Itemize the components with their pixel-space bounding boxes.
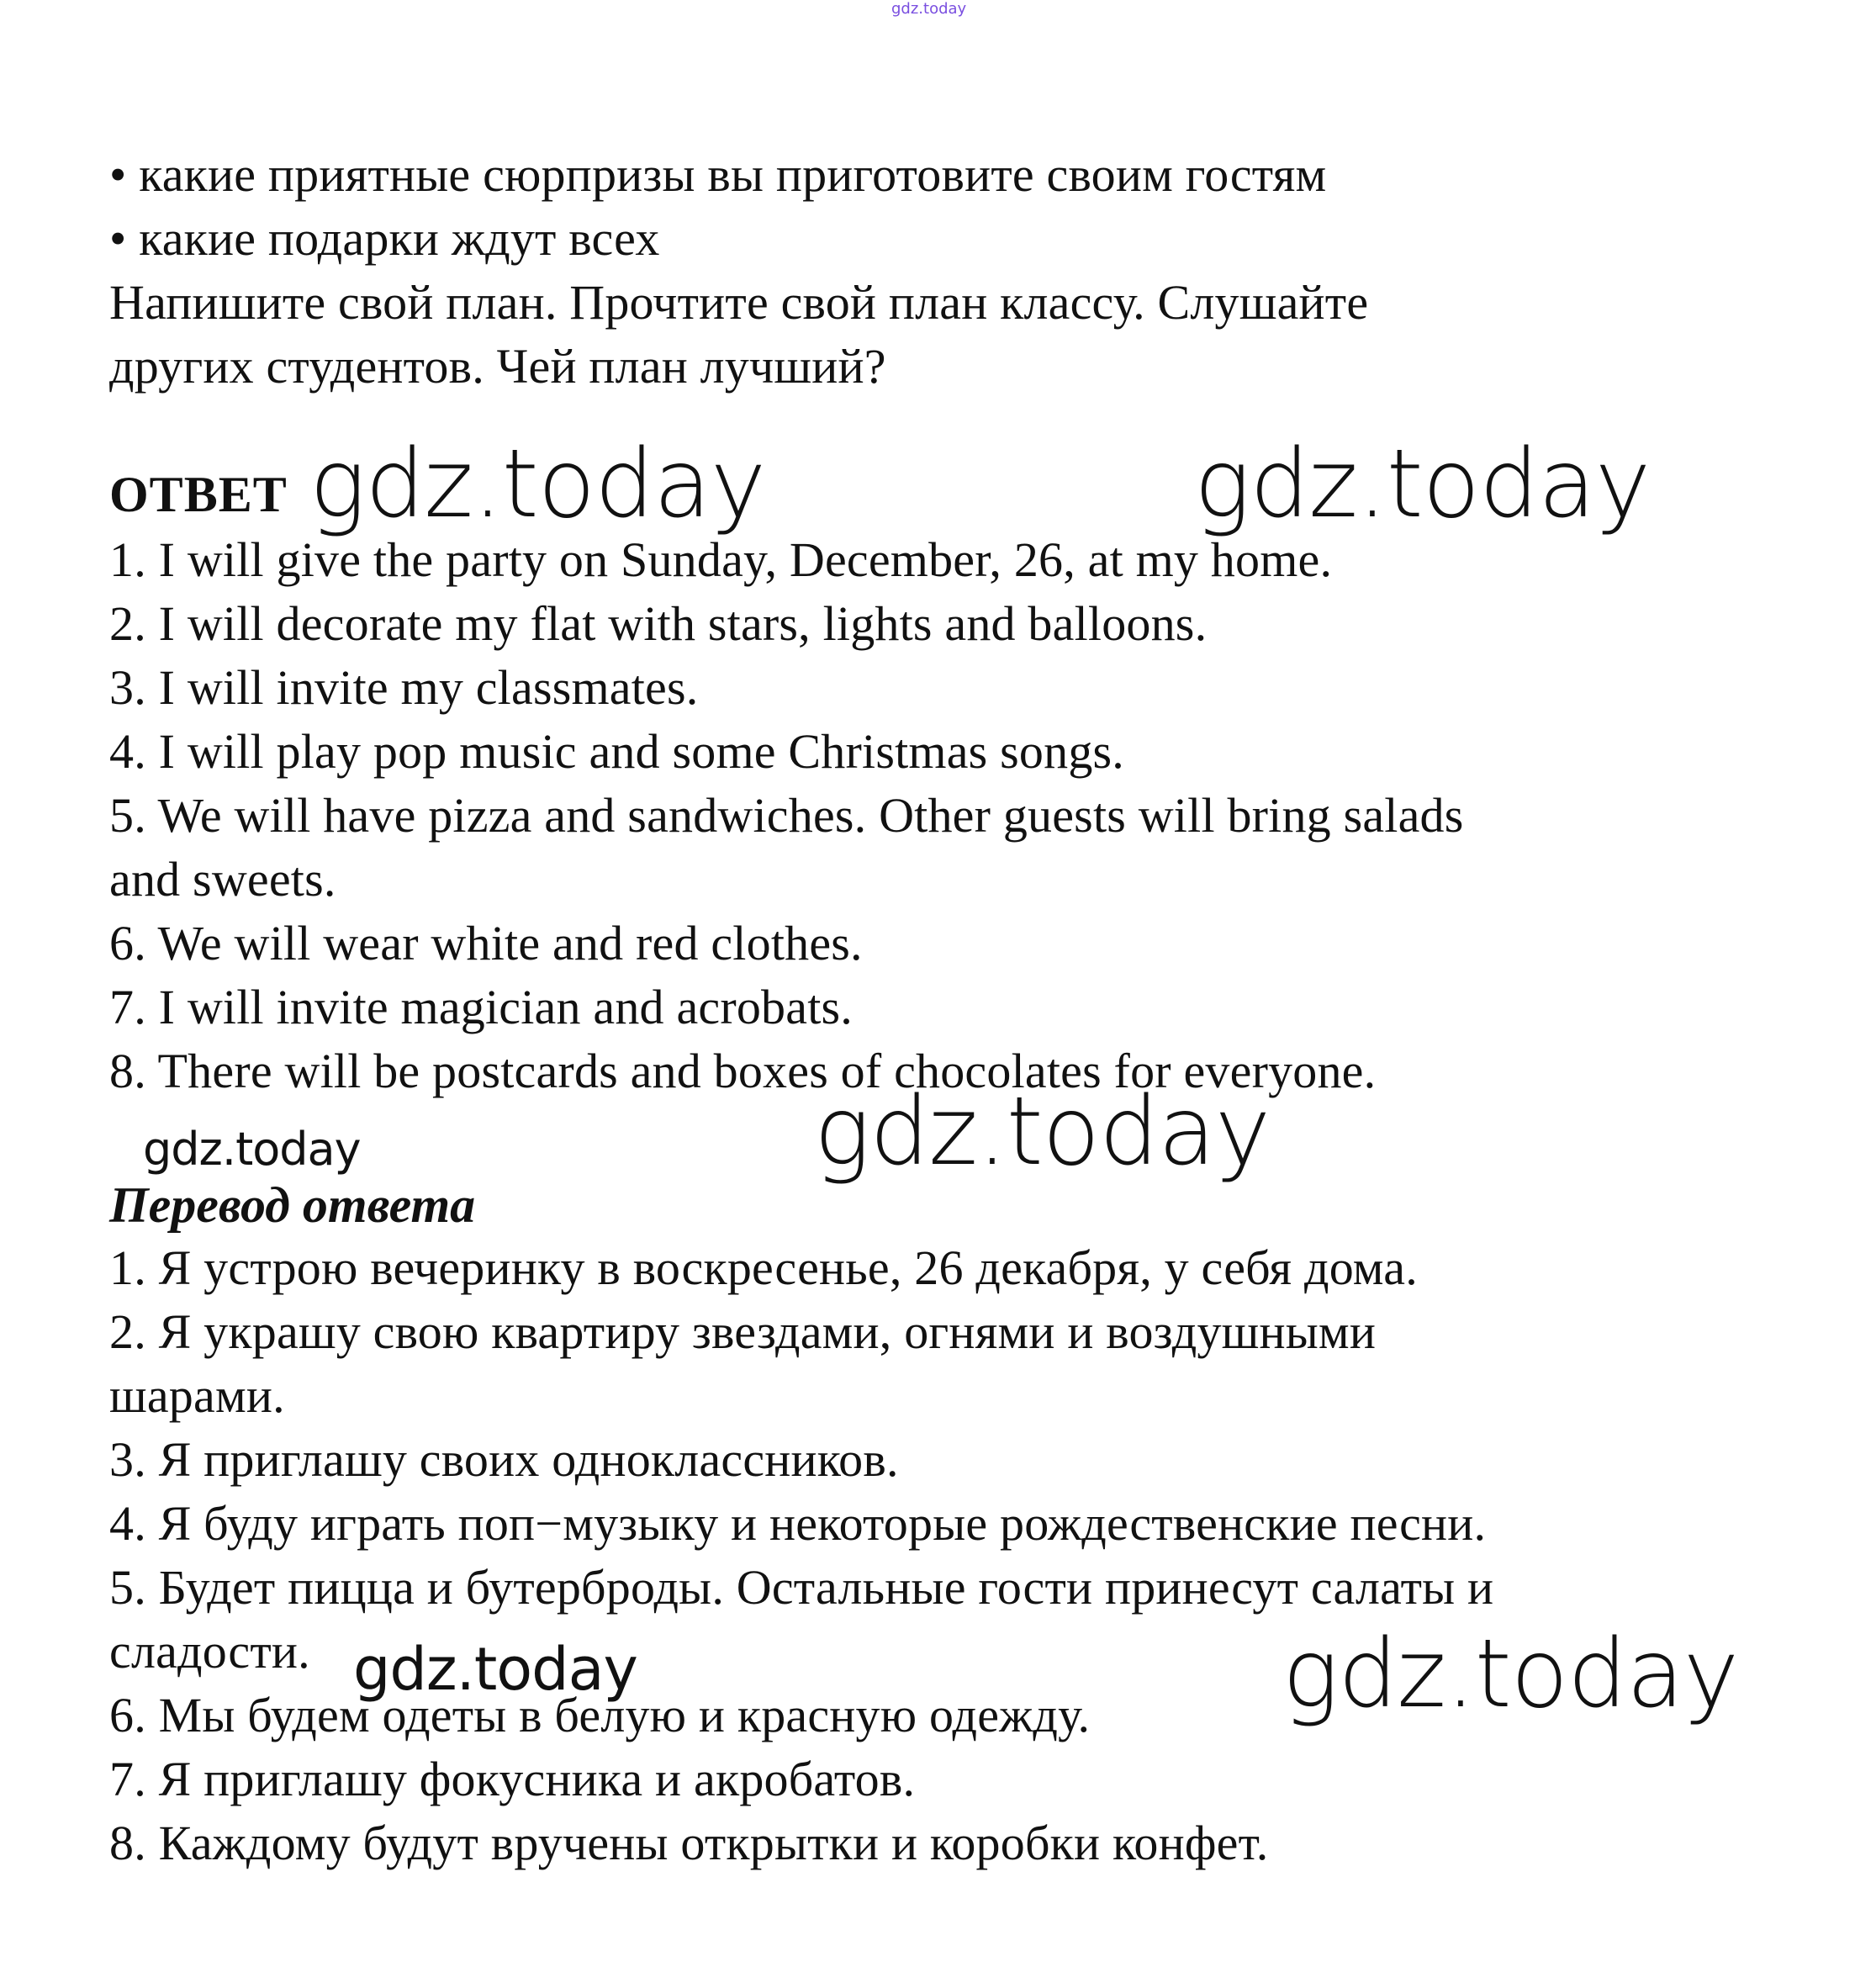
answer-line-8: 8. There will be postcards and boxes of chocolates for everyone. (109, 1044, 1377, 1098)
translation-line-2-cont: шарами. (109, 1368, 285, 1423)
answer-line-5: 5. We will have pizza and sandwiches. Other guests will bring salads (109, 788, 1464, 843)
answer-line-4: 4. I will play pop music and some Christmas songs. (109, 724, 1124, 779)
answer-heading: ОТВЕТ (109, 467, 288, 522)
translation-line-5-cont: сладости. (109, 1624, 310, 1679)
translation-line-5: 5. Будет пицца и бутерброды. Остальные гости принесут салаты и (109, 1560, 1494, 1615)
watermark-answer-left: gdz.today (309, 430, 766, 539)
translation-line-4: 4. Я буду играть поп−музыку и некоторые рождественские песни. (109, 1496, 1487, 1551)
task-instruction-1: Напишите свой план. Прочтите свой план классу. Слушайте (109, 275, 1369, 330)
watermark-lower-large: gdz.today (1282, 1620, 1739, 1729)
answer-line-3: 3. I will invite my classmates. (109, 660, 699, 715)
translation-heading: Перевод ответа (109, 1177, 476, 1233)
answer-line-6: 6. We will wear white and red clothes. (109, 916, 863, 970)
watermark-answer-right: gdz.today (1194, 430, 1651, 539)
watermark-top: gdz.today (891, 0, 967, 18)
translation-line-6: 6. Мы будем одеты в белую и красную одежду. (109, 1688, 1091, 1742)
watermark-mid-large: gdz.today (814, 1077, 1271, 1187)
answer-line-7: 7. I will invite magician and acrobats. (109, 980, 853, 1034)
answer-line-2: 2. I will decorate my flat with stars, lights and balloons. (109, 596, 1208, 651)
translation-line-3: 3. Я приглашу своих одноклассников. (109, 1432, 899, 1487)
answer-line-5-cont: and sweets. (109, 852, 336, 907)
answer-line-1: 1. I will give the party on Sunday, December, 26, at my home. (109, 532, 1333, 587)
translation-line-7: 7. Я приглашу фокусника и акробатов. (109, 1752, 916, 1806)
watermark-mid-small: gdz.today (143, 1123, 361, 1176)
task-bullet-1: • какие приятные сюрпризы вы приготовите своим гостям (109, 147, 1327, 202)
task-bullet-2: • какие подарки ждут всех (109, 211, 660, 266)
translation-line-2: 2. Я украшу свою квартиру звездами, огнями и воздушными (109, 1304, 1377, 1359)
watermark-lower-small: gdz.today (353, 1635, 637, 1704)
translation-line-8: 8. Каждому будут вручены открытки и коробки конфет. (109, 1816, 1269, 1870)
translation-line-1: 1. Я устрою вечеринку в воскресенье, 26 декабря, у себя дома. (109, 1240, 1418, 1295)
task-instruction-2: других студентов. Чей план лучший? (109, 339, 886, 394)
